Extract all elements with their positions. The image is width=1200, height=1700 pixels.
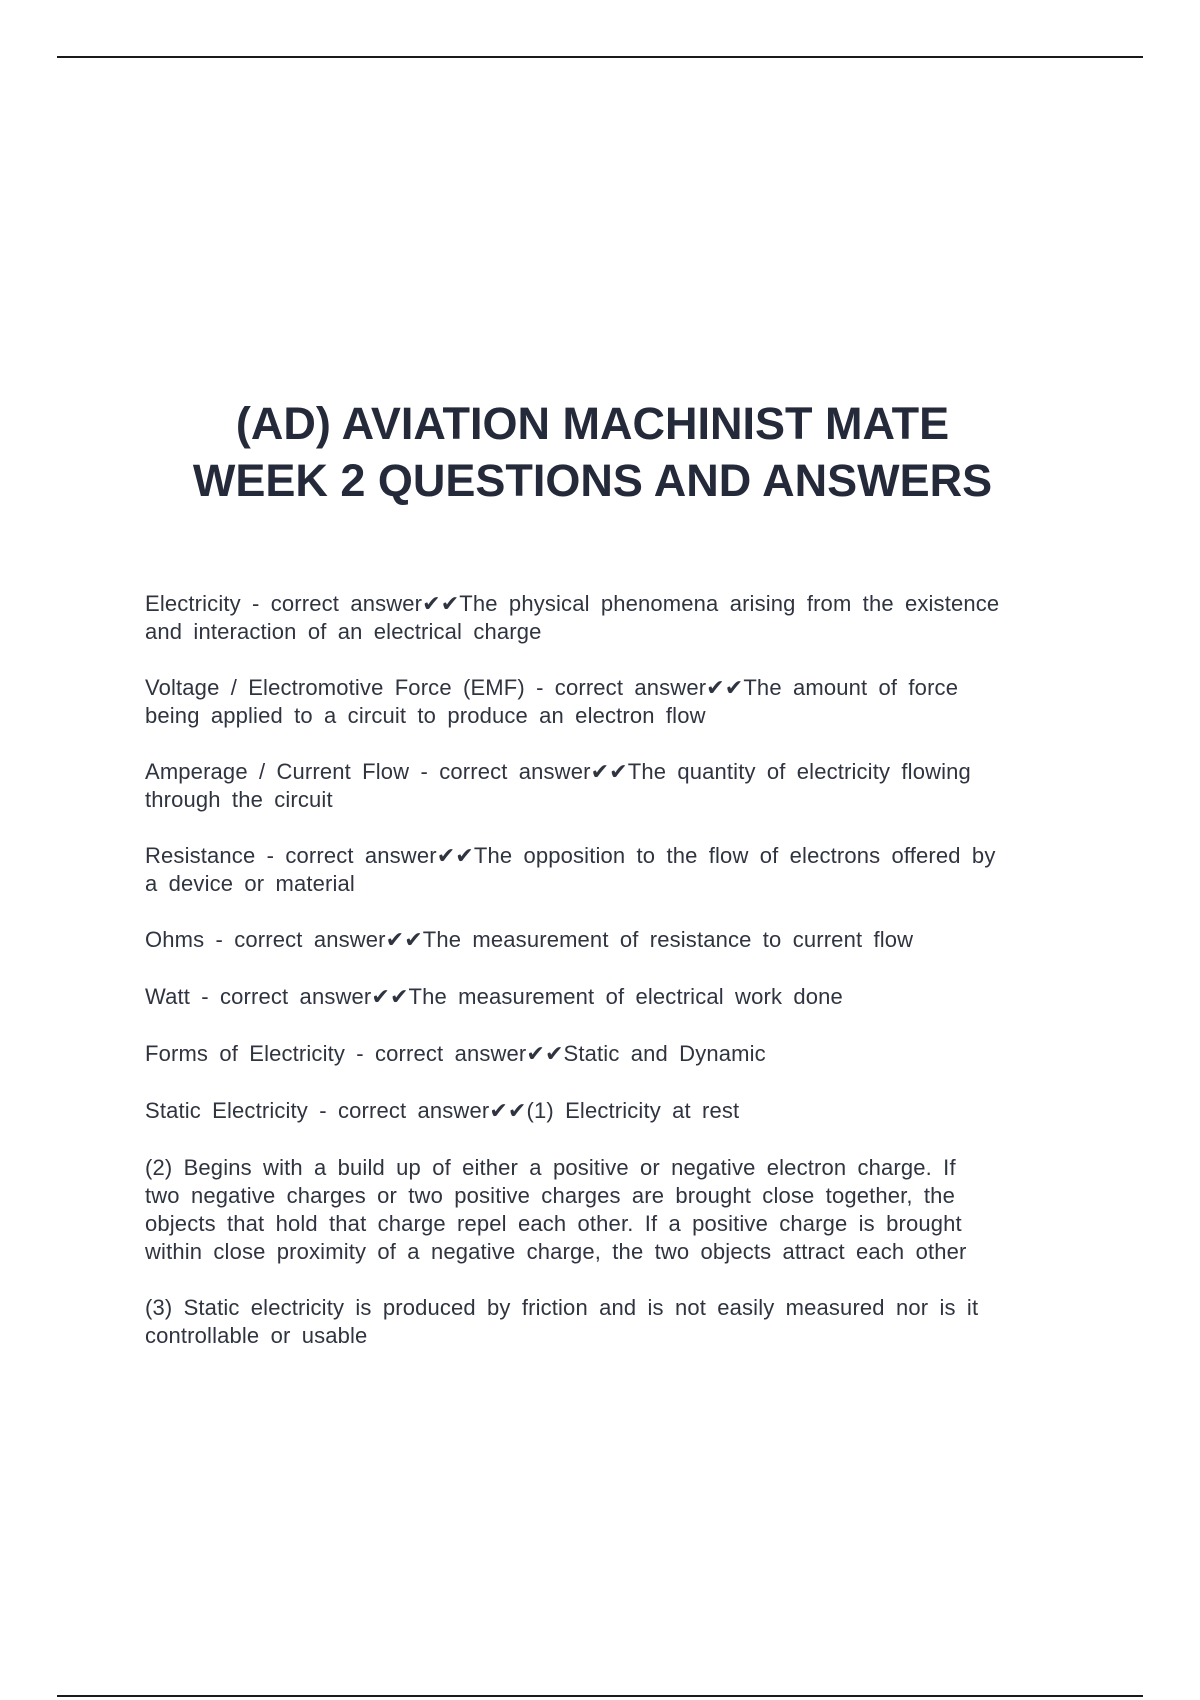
- entry-line: controllable or usable: [145, 1323, 368, 1348]
- bottom-rule: [57, 1695, 1143, 1697]
- qa-list: [145, 590, 1085, 1378]
- qa-entry-forms: [145, 1040, 1085, 1068]
- entry-line: Resistance - correct answer✔✔The opposition to the flow of electrons offered by: [145, 843, 996, 868]
- qa-entry-watt: [145, 983, 1085, 1011]
- entry-line: Electricity - correct answer✔✔The physical phenomena arising from the existence: [145, 591, 1000, 616]
- qa-entry-static-3: [145, 1294, 1085, 1350]
- entry-line: and interaction of an electrical charge: [145, 619, 542, 644]
- entry-line: within close proximity of a negative charge, the two objects attract each other: [145, 1239, 967, 1264]
- qa-entry-resistance: [145, 842, 1085, 898]
- title-line-1: (AD) AVIATION MACHINIST MATE: [235, 398, 950, 449]
- entry-line: Voltage / Electromotive Force (EMF) - correct answer✔✔The amount of force: [145, 675, 959, 700]
- entry-line: Watt - correct answer✔✔The measurement of electrical work done: [145, 984, 843, 1009]
- qa-entry-amperage: [145, 758, 1085, 814]
- entry-line: Ohms - correct answer✔✔The measurement of resistance to current flow: [145, 927, 914, 952]
- title-line-2: WEEK 2 QUESTIONS AND ANSWERS: [192, 455, 993, 506]
- page-title: [0, 395, 1185, 509]
- qa-entry-static: [145, 1097, 1085, 1125]
- entry-line: Amperage / Current Flow - correct answer✔✔The quantity of electricity flowing: [145, 759, 971, 784]
- top-rule: [57, 56, 1143, 58]
- entry-line: Static Electricity - correct answer✔✔(1) Electricity at rest: [145, 1098, 740, 1123]
- entry-line: (2) Begins with a build up of either a positive or negative electron charge. If: [145, 1155, 956, 1180]
- entry-line: through the circuit: [145, 787, 333, 812]
- entry-line: Forms of Electricity - correct answer✔✔Static and Dynamic: [145, 1041, 766, 1066]
- entry-line: a device or material: [145, 871, 355, 896]
- qa-entry-ohms: [145, 926, 1085, 954]
- qa-entry-voltage: [145, 674, 1085, 730]
- qa-entry-static-2: [145, 1154, 1085, 1266]
- entry-line: being applied to a circuit to produce an electron flow: [145, 703, 706, 728]
- entry-line: objects that hold that charge repel each other. If a positive charge is brought: [145, 1211, 962, 1236]
- qa-entry-electricity: [145, 590, 1085, 646]
- entry-line: two negative charges or two positive charges are brought close together, the: [145, 1183, 955, 1208]
- entry-line: (3) Static electricity is produced by friction and is not easily measured nor is it: [145, 1295, 979, 1320]
